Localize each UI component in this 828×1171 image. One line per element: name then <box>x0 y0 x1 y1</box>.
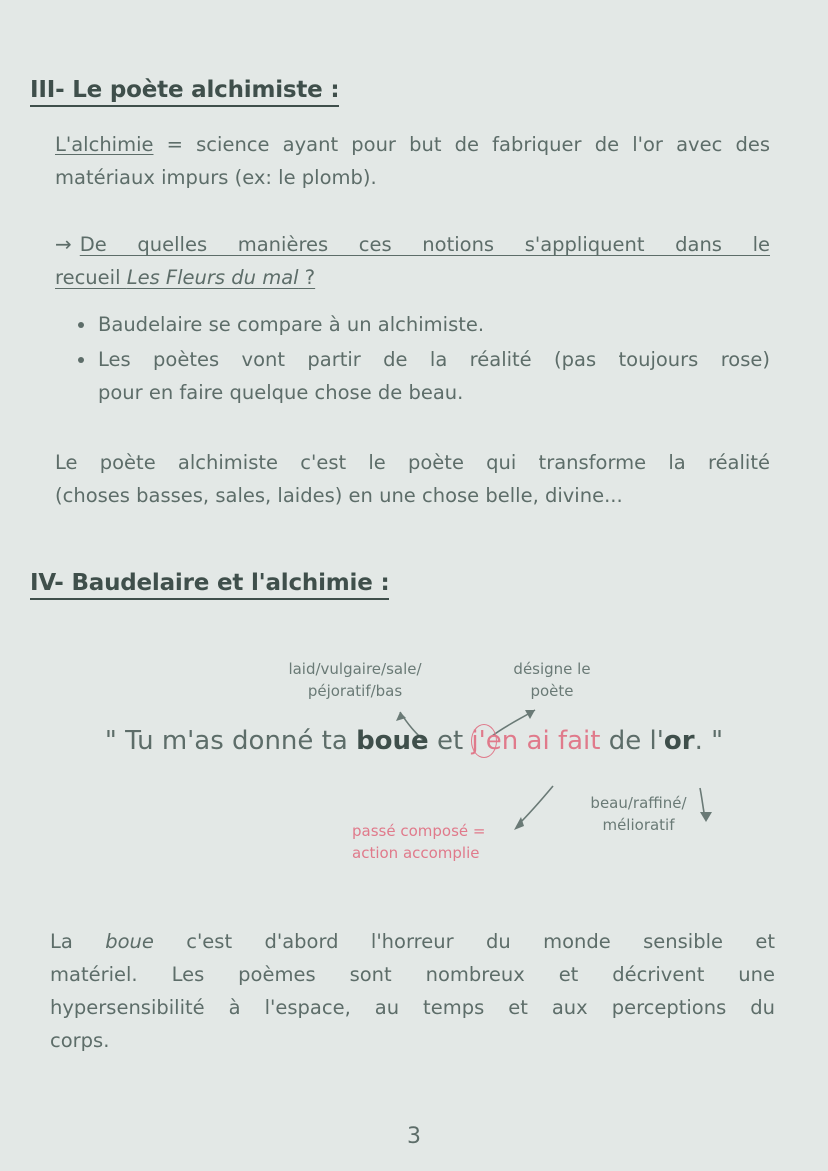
circle-highlight-icon <box>471 724 497 758</box>
arrow-right-icon: → <box>55 232 72 256</box>
final-line1-b: c'est d'abord l'horreur du monde sensible et <box>153 930 775 953</box>
question-work-title: Les Fleurs du mal <box>126 266 299 289</box>
question-line-1 <box>55 228 770 261</box>
alchimie-definition-text: = science ayant pour but de fabriquer de l'or avec des matériaux impurs (ex: le plomb). <box>55 133 770 189</box>
page-number: 3 <box>407 1124 421 1149</box>
term-alchimie: L'alchimie <box>55 133 154 156</box>
bullet-list <box>70 308 770 411</box>
final-line4: corps. <box>50 1029 110 1052</box>
list-item <box>70 343 770 409</box>
annotation-laid-vulgaire <box>270 658 440 702</box>
list-item <box>70 308 770 341</box>
paragraph-poete-alchimiste <box>55 446 770 512</box>
annotation-beau-line1: beau/raffiné/ <box>590 794 687 812</box>
quote-word-or: or <box>663 726 695 756</box>
annotation-beau-raffine <box>566 792 711 836</box>
bullet-text-2-line2: pour en faire quelque chose de beau. <box>98 381 464 404</box>
poete-paragraph-line1: Le poète alchimiste c'est le poète qui transforme la réalité <box>55 451 770 474</box>
annotation-beau-line2: mélioratif <box>602 816 675 834</box>
quote-text <box>0 726 828 756</box>
section-heading-iii: III- Le poète alchimiste : <box>30 77 339 107</box>
quote-tail: de l' <box>600 726 664 756</box>
final-word-boue: boue <box>105 930 154 953</box>
annotation-passe-line1: passé composé = <box>352 822 486 840</box>
paragraph-alchimie-definition <box>55 128 770 194</box>
annotation-designe-line1: désigne le <box>513 660 591 678</box>
final-line1-a: La <box>50 930 106 953</box>
quote-open: " Tu m'as donné ta <box>104 726 357 756</box>
question-text-line2-after: ? <box>298 266 316 289</box>
quote-middle: et <box>428 726 472 756</box>
bullet-text-2-line1: Les poètes vont partir de la réalité (pas toujours rose) <box>98 348 770 371</box>
quote-word-boue: boue <box>356 726 429 756</box>
annotation-passe-compose <box>352 820 532 864</box>
final-line1 <box>50 925 775 958</box>
final-line2: matériel. Les poèmes sont nombreux et décrivent une <box>50 963 775 986</box>
section-heading-iv: IV- Baudelaire et l'alchimie : <box>30 570 389 600</box>
annotation-designe-line2: poète <box>530 682 574 700</box>
quote-close: . " <box>694 726 724 756</box>
paragraph-final <box>50 925 775 1057</box>
annotation-designe-poete <box>487 658 617 702</box>
question-line-2 <box>55 266 315 289</box>
quote-phrase-jen-ai-fait: j'en ai fait <box>471 726 601 756</box>
final-line3: hypersensibilité à l'espace, au temps et aux perceptions du <box>50 996 775 1019</box>
annotation-laid-line2: péjoratif/bas <box>307 682 403 700</box>
question-block <box>55 228 770 294</box>
bullet-text-1: Baudelaire se compare à un alchimiste. <box>98 313 485 336</box>
quote-analysis-diagram <box>0 640 828 890</box>
question-text-line2-before: recueil <box>55 266 127 289</box>
annotation-passe-line2: action accomplie <box>352 844 480 862</box>
poete-paragraph-line2: (choses basses, sales, laides) en une chose belle, divine... <box>55 484 623 507</box>
annotation-laid-line1: laid/vulgaire/sale/ <box>288 660 422 678</box>
question-text-line1: De quelles manières ces notions s'appliquent dans le <box>79 233 770 256</box>
